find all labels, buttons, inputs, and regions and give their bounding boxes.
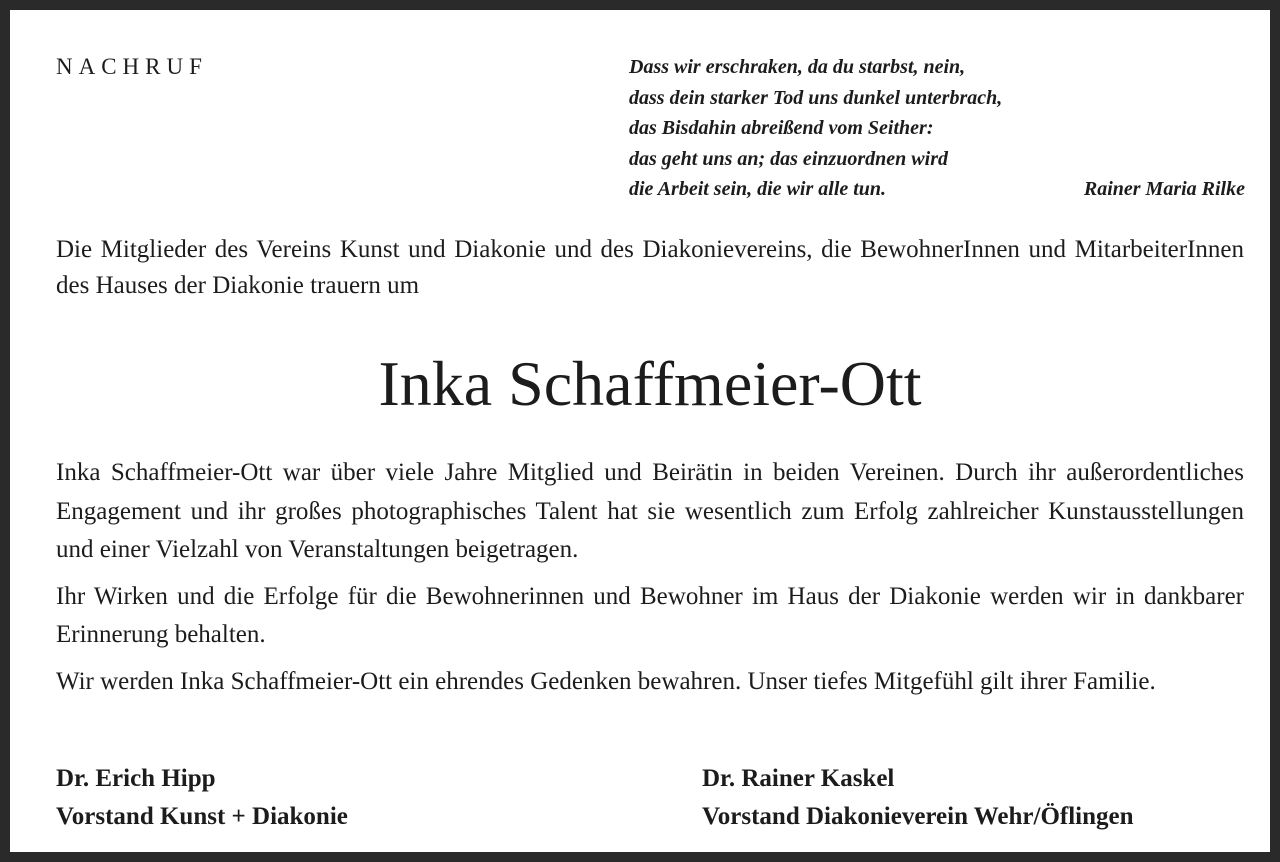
poem-line: das geht uns an; das einzuordnen wird — [629, 147, 948, 170]
poem-quote — [629, 52, 1245, 205]
body-paragraph: Inka Schaffmeier-Ott war über viele Jahre Mitglied und Beirätin in beiden Vereinen. Durch ihr außerordentliches Engagement und ihr großes photographisches Talent hat sie wesentlich zum Erfolg zahlreicher Kunstausstellungen und einer Vielzahl von Veranstaltungen beigetragen. — [56, 459, 1244, 563]
body-paragraph: Wir werden Inka Schaffmeier-Ott ein ehrendes Gedenken bewahren. Unser tiefes Mitgefühl gilt ihrer Familie. — [56, 667, 1156, 695]
poem-line: das Bisdahin abreißend vom Seither: — [629, 117, 934, 139]
signatory-right — [702, 760, 1134, 836]
poem-author: Rainer Maria Rilke — [1083, 178, 1245, 200]
signatory-role: Vorstand Kunst + Diakonie — [56, 803, 348, 830]
signatory-name: Dr. Erich Hipp — [56, 765, 216, 792]
obituary-body — [56, 454, 1244, 709]
intro-text: Die Mitglieder des Vereins Kunst und Diakonie und des Diakonievereins, die BewohnerInnen und MitarbeiterInnen des Hauses der Diakonie trauern um — [56, 236, 1244, 299]
signatory-name: Dr. Rainer Kaskel — [702, 765, 895, 792]
body-paragraph: Ihr Wirken und die Erfolge für die Bewohnerinnen und Bewohner im Haus der Diakonie werden wir in dankbarer Erinnerung behalten. — [56, 582, 1244, 648]
signatory-left — [56, 760, 348, 836]
poem-line: die Arbeit sein, die wir alle tun. — [629, 178, 887, 200]
poem-line: Dass wir erschraken, da du starbst, nein, — [629, 56, 966, 78]
signatory-role: Vorstand Diakonieverein Wehr/Öflingen — [702, 803, 1134, 830]
deceased-name: Inka Schaffmeier-Ott — [378, 348, 922, 419]
poem-line: dass dein starker Tod uns dunkel unterbrach, — [629, 86, 1003, 109]
notice-label: NACHRUF — [56, 54, 208, 79]
poem-last-row — [629, 174, 1245, 205]
